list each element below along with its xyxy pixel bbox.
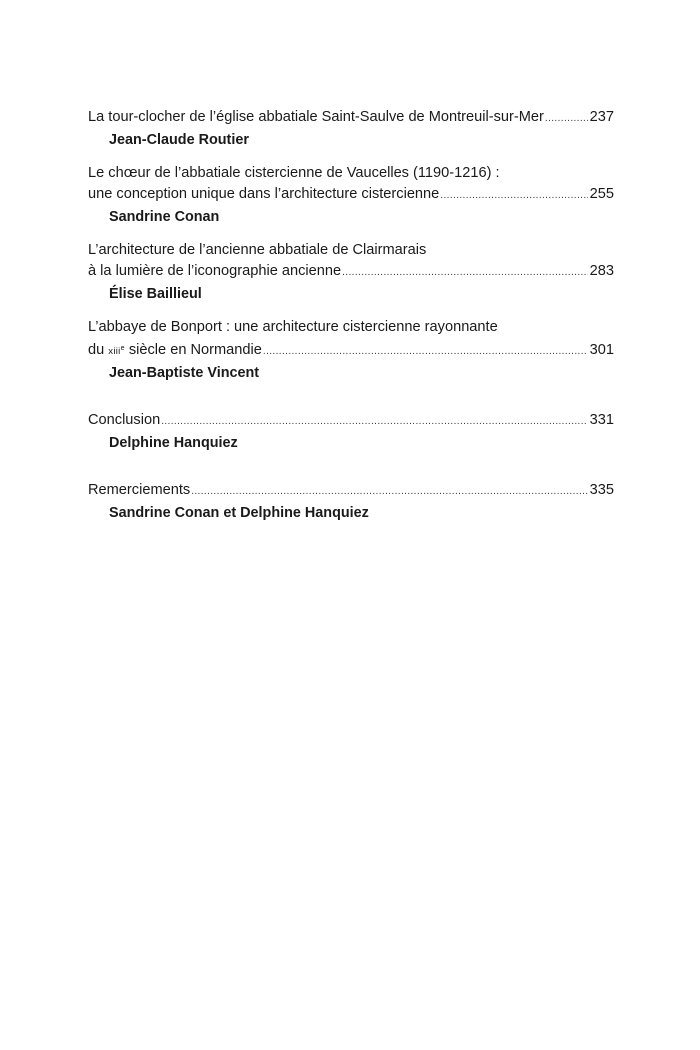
- toc-entry-title: Conclusion: [88, 412, 161, 429]
- toc-line: [88, 240, 614, 261]
- toc-page-number: 335: [589, 482, 614, 499]
- dot-leader: [342, 262, 588, 283]
- dot-leader: [263, 341, 588, 362]
- toc-entry-author: Jean-Baptiste Vincent: [109, 365, 260, 382]
- toc-line: [88, 480, 614, 502]
- toc-entry-author: Delphine Hanquiez: [109, 435, 238, 452]
- toc-entry-title: [88, 338, 262, 362]
- century-numeral: xiii: [108, 346, 121, 358]
- toc-entry-title: à la lumière de l’iconographie ancienne: [88, 263, 342, 279]
- toc-entry-author: Jean-Claude Routier: [109, 132, 249, 148]
- toc-line: [88, 317, 614, 338]
- toc-line: [88, 338, 614, 362]
- toc-line: [88, 184, 614, 206]
- toc-entry-author: Sandrine Conan et Delphine Hanquiez: [109, 505, 369, 522]
- century-small-caps: [108, 346, 125, 357]
- dot-leader: [191, 481, 587, 502]
- toc-entry-title: une conception unique dans l’architecture cistercienne: [88, 186, 440, 202]
- dot-leader: [545, 108, 588, 129]
- toc-page-number: 301: [589, 342, 614, 359]
- title-prefix: du: [88, 342, 109, 359]
- toc-page-number: 283: [589, 263, 614, 279]
- toc-page-number: 331: [589, 412, 614, 429]
- table-of-contents: [88, 107, 614, 524]
- toc-entry-montreuil: [88, 107, 614, 151]
- toc-line: [88, 163, 614, 184]
- toc-line: [88, 410, 614, 432]
- toc-entry-title: Le chœur de l’abbatiale cistercienne de Vaucelles (1190-1216) :: [88, 165, 500, 181]
- toc-entry-remerciements: [88, 480, 614, 524]
- title-suffix: siècle en Normandie: [124, 342, 262, 359]
- toc-entry-title: La tour-clocher de l’église abbatiale Saint-Saulve de Montreuil-sur-Mer: [88, 109, 544, 125]
- toc-entry-clairmarais: [88, 240, 614, 305]
- toc-entry-bonport: [88, 317, 614, 384]
- toc-line: [88, 107, 614, 129]
- toc-entry-title: Remerciements: [88, 482, 191, 499]
- century-superscript: e: [120, 345, 125, 352]
- toc-entry-author: Sandrine Conan: [109, 209, 220, 225]
- toc-entry-author: Élise Baillieul: [109, 286, 202, 302]
- toc-page-number: 237: [589, 109, 614, 125]
- toc-line: [88, 261, 614, 283]
- toc-entry-vaucelles: [88, 163, 614, 228]
- toc-entry-title: L’abbaye de Bonport : une architecture cistercienne rayonnante: [88, 319, 498, 335]
- toc-page-number: 255: [589, 186, 614, 202]
- dot-leader: [161, 411, 587, 432]
- toc-entry-conclusion: [88, 410, 614, 454]
- toc-entry-title: L’architecture de l’ancienne abbatiale de Clairmarais: [88, 242, 427, 258]
- dot-leader: [440, 185, 587, 206]
